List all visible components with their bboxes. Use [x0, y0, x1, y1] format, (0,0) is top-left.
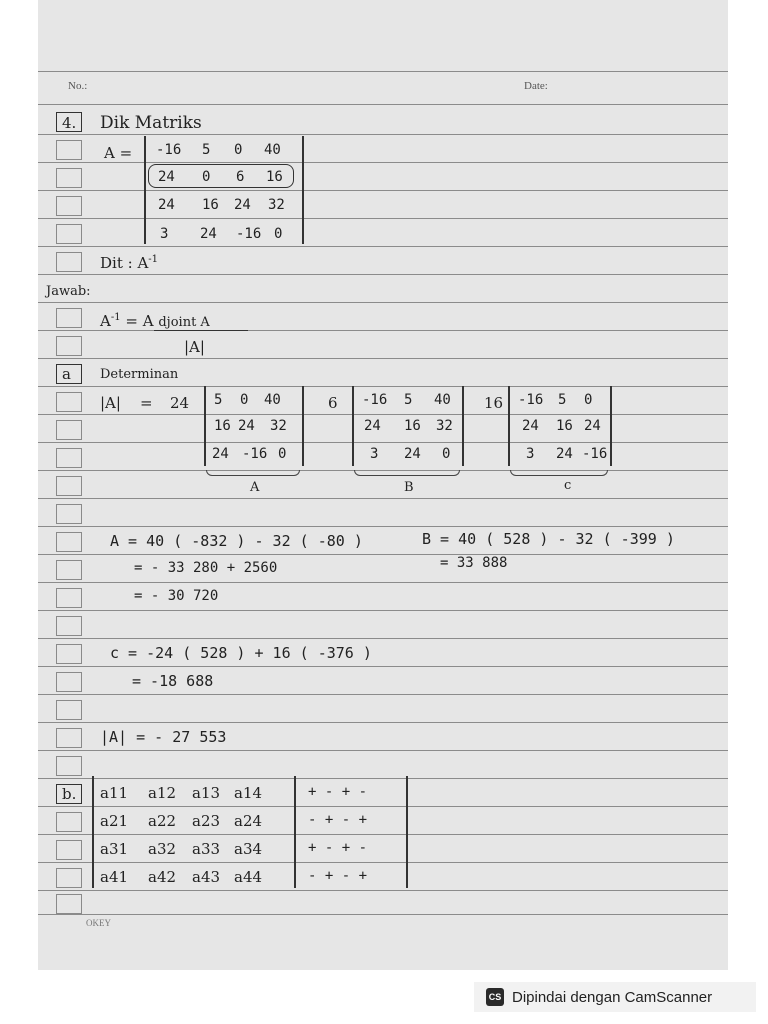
rule-line [38, 582, 728, 583]
calc-a-line1: A = 40 ( -832 ) - 32 ( -80 ) [110, 532, 363, 550]
dit-line [100, 254, 158, 272]
rule-line [38, 914, 728, 915]
a-r2c3: 6 [236, 169, 245, 185]
minor-b-left [352, 386, 354, 466]
rule-line [38, 862, 728, 863]
b-r4c4: a44 [234, 868, 263, 886]
a-r3c2: 16 [202, 197, 219, 213]
margin-box [56, 196, 82, 216]
a-r4c4: 0 [274, 226, 283, 242]
sign-row-3: + - + - [308, 840, 368, 856]
coef-16: 16 [484, 394, 504, 412]
inverse-formula [100, 312, 210, 330]
det-result: |A| = - 27 553 [100, 728, 227, 746]
b-r4c3: a43 [192, 868, 221, 886]
margin-box [56, 894, 82, 914]
ma-r3c3: 0 [278, 446, 287, 462]
part-a-mark: a [62, 365, 71, 383]
minor-c-label: c [564, 478, 572, 493]
margin-box [56, 168, 82, 188]
margin-box [56, 504, 82, 524]
b-r3c1: a31 [100, 840, 129, 858]
margin-box [56, 756, 82, 776]
calc-c-line1: c = -24 ( 528 ) + 16 ( -376 ) [110, 644, 372, 662]
mb-r3c1: 3 [370, 446, 379, 462]
a-r4c1: 3 [160, 226, 169, 242]
b-r3c4: a34 [234, 840, 263, 858]
a-r3c3: 24 [234, 197, 251, 213]
margin-box [56, 644, 82, 664]
ma-r2c1: 16 [214, 418, 231, 434]
rule-line [38, 806, 728, 807]
rule-line [38, 302, 728, 303]
b-r1c2: a12 [148, 784, 177, 802]
ma-r2c3: 32 [270, 418, 287, 434]
formula-exponent: -1 [110, 312, 121, 323]
dik-heading: Dik Matriks [100, 113, 202, 133]
rule-line [38, 498, 728, 499]
mb-r3c3: 0 [442, 446, 451, 462]
calc-b-line2: = 33 888 [440, 555, 508, 571]
margin-box [56, 448, 82, 468]
margin-box [56, 420, 82, 440]
rule-line [38, 71, 728, 72]
a-r1c1: -16 [156, 142, 182, 158]
minor-a-right [302, 386, 304, 466]
minor-b-label: B [404, 480, 414, 495]
formula-numerator [143, 312, 210, 330]
cofactor-mid-bar [294, 776, 296, 888]
dit-text: Dit : A [100, 254, 149, 272]
mc-r1c1: -16 [518, 392, 544, 408]
rule-line [38, 526, 728, 527]
rule-line [38, 778, 728, 779]
a-r3c4: 32 [268, 197, 285, 213]
no-label: No.: [68, 80, 88, 92]
rule-line [38, 134, 728, 135]
rule-line [38, 162, 728, 163]
camscanner-watermark [474, 982, 756, 1012]
rule-line [38, 246, 728, 247]
rule-line [38, 274, 728, 275]
formula-num-a: A [142, 312, 154, 330]
margin-box [56, 560, 82, 580]
coef-6: 6 [328, 394, 338, 412]
rule-line [38, 554, 728, 555]
calc-b-line1: B = 40 ( 528 ) - 32 ( -399 ) [422, 530, 675, 548]
margin-box [56, 616, 82, 636]
minor-a-label: A [250, 480, 260, 495]
formula-num-rest: djoint A [158, 315, 210, 330]
calc-a-line2: = - 33 280 + 2560 [134, 560, 278, 576]
mc-r1c3: 0 [584, 392, 593, 408]
mc-r3c3: -16 [582, 446, 608, 462]
margin-box [56, 140, 82, 160]
rule-line [38, 218, 728, 219]
mc-r1c2: 5 [558, 392, 567, 408]
minor-a-brace [206, 470, 300, 476]
mb-r1c2: 5 [404, 392, 413, 408]
margin-box [56, 868, 82, 888]
jawab-label: Jawab: [46, 284, 91, 299]
formula-lhs: A [100, 312, 111, 330]
rule-line [38, 190, 728, 191]
ma-r3c1: 24 [212, 446, 229, 462]
ma-r1c1: 5 [214, 392, 223, 408]
sign-row-4: - + - + [308, 868, 368, 884]
margin-box [56, 812, 82, 832]
b-r3c2: a32 [148, 840, 177, 858]
minor-c-brace [510, 470, 608, 476]
mb-r2c1: 24 [364, 418, 381, 434]
matrix-right-bar [302, 136, 304, 244]
calc-c-line2: = -18 688 [132, 672, 214, 690]
a-r1c2: 5 [202, 142, 211, 158]
fraction-bar [154, 330, 248, 331]
a-r4c3: -16 [236, 226, 262, 242]
a-r1c3: 0 [234, 142, 243, 158]
date-label: Date: [524, 80, 548, 92]
ma-r2c2: 24 [238, 418, 255, 434]
a-r1c4: 40 [264, 142, 281, 158]
b-r4c2: a42 [148, 868, 177, 886]
rule-line [38, 414, 728, 415]
margin-box [56, 532, 82, 552]
rule-line [38, 694, 728, 695]
mb-r1c1: -16 [362, 392, 388, 408]
rule-line [38, 750, 728, 751]
mb-r2c3: 32 [436, 418, 453, 434]
mc-r2c3: 24 [584, 418, 601, 434]
formula-eq: = [125, 312, 138, 330]
matrix-a-label: A = [104, 144, 133, 162]
b-r3c3: a33 [192, 840, 221, 858]
ma-r1c3: 40 [264, 392, 281, 408]
b-r1c3: a13 [192, 784, 221, 802]
rule-line [38, 386, 728, 387]
margin-box [56, 840, 82, 860]
camscanner-logo-icon: CS [486, 988, 504, 1006]
a-r2c2: 0 [202, 169, 211, 185]
a-r2c1: 24 [158, 169, 175, 185]
sign-row-1: + - + - [308, 784, 368, 800]
mc-r2c1: 24 [522, 418, 539, 434]
rule-line [38, 834, 728, 835]
rule-line [38, 666, 728, 667]
ma-r1c2: 0 [240, 392, 249, 408]
b-r2c4: a24 [234, 812, 263, 830]
margin-box [56, 392, 82, 412]
minor-b-right [462, 386, 464, 466]
rule-line [38, 330, 728, 331]
sign-row-2: - + - + [308, 812, 368, 828]
mb-r1c3: 40 [434, 392, 451, 408]
mc-r3c1: 3 [526, 446, 535, 462]
minor-c-left [508, 386, 510, 466]
a-r4c2: 24 [200, 226, 217, 242]
a-r3c1: 24 [158, 197, 175, 213]
part-b-mark: b. [62, 785, 77, 803]
b-r4c1: a41 [100, 868, 129, 886]
margin-box [56, 476, 82, 496]
margin-box [56, 672, 82, 692]
dit-exponent: -1 [148, 254, 159, 265]
mb-r3c2: 24 [404, 446, 421, 462]
det-eq: = [140, 394, 153, 412]
margin-box [56, 588, 82, 608]
rule-line [38, 722, 728, 723]
camscanner-text: Dipindai dengan CamScanner [512, 988, 713, 1006]
rule-line [38, 890, 728, 891]
margin-box [56, 728, 82, 748]
b-r1c4: a14 [234, 784, 263, 802]
minor-b-brace [354, 470, 460, 476]
rule-line [38, 358, 728, 359]
a-r2c4: 16 [266, 169, 283, 185]
margin-box [56, 700, 82, 720]
brand-logo: OKEY [86, 918, 111, 928]
margin-box [56, 252, 82, 272]
matrix-left-bar [144, 136, 146, 244]
mb-r2c2: 16 [404, 418, 421, 434]
b-r2c3: a23 [192, 812, 221, 830]
b-r1c1: a11 [100, 784, 129, 802]
det-lhs: |A| [100, 394, 121, 412]
mc-r2c2: 16 [556, 418, 573, 434]
rule-line [38, 638, 728, 639]
rule-line [38, 442, 728, 443]
cofactor-left-bar [92, 776, 94, 888]
minor-a-left [204, 386, 206, 466]
formula-denominator: |A| [184, 338, 205, 356]
mc-r3c2: 24 [556, 446, 573, 462]
calc-a-line3: = - 30 720 [134, 588, 219, 604]
b-r2c2: a22 [148, 812, 177, 830]
determinan-heading: Determinan [100, 367, 179, 382]
b-r2c1: a21 [100, 812, 129, 830]
ma-r3c2: -16 [242, 446, 268, 462]
minor-c-right [610, 386, 612, 466]
margin-box [56, 308, 82, 328]
notebook-page [38, 0, 728, 970]
cofactor-right-bar [406, 776, 408, 888]
rule-line [38, 610, 728, 611]
rule-line [38, 104, 728, 105]
margin-box [56, 336, 82, 356]
margin-box [56, 224, 82, 244]
problem-number: 4. [62, 114, 77, 132]
coef-24: 24 [170, 394, 190, 412]
